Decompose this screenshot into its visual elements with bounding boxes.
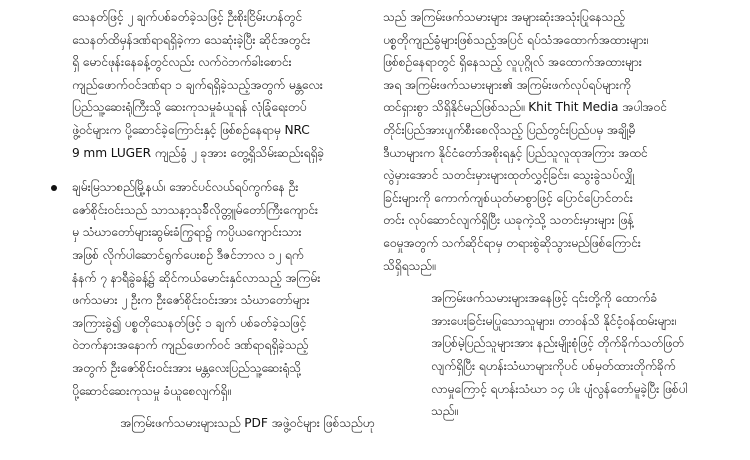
text-line: ဖွဲ့ဝင်များက ပို့ဆောင်ခဲ့ကြောင်းနှင့် ဖြစ်စဉ်နေရာမှ NRC bbox=[72, 122, 310, 137]
text-line: အတွက် ဦးဇော်စိုင်းဝင်းအား မန္တလေးပြည်သူ့ဆေးရုံသို့ bbox=[72, 360, 301, 375]
text-line: လွဲမှားအောင် သတင်းမှားများထုတ်လွှင့်ခြင်း၊ သွေးခွဲသပ်လျှို bbox=[383, 168, 635, 183]
text-line: လျက်ရှိပြီး ရဟန်းသံဃာများကိုပင် ပစ်မှတ်ထားတိုက်ခိုက် bbox=[431, 358, 676, 373]
text-line: သည် အကြမ်းဖက်သမားများ အများဆုံးအသုံးပြုနေသည့် bbox=[383, 10, 625, 24]
bullet-text bbox=[72, 176, 372, 402]
bullet-icon bbox=[51, 185, 57, 191]
text-line: သိရှိရသည်။ bbox=[383, 258, 436, 273]
text-line: သေနတ်ထိမှန်ဒဏ်ရာရရှိခဲ့ကာ သေဆုံးခဲ့ပြီး ဆိုင်အတွင်း bbox=[72, 32, 311, 47]
text-line: သည်။ bbox=[431, 404, 458, 419]
text-line: ချမ်းမြသာစည်မြို့နယ်၊ အောင်ပင်လယ်ရပ်ကွက်နေ ဦး bbox=[72, 180, 299, 195]
bullet-item-monastery-shooting bbox=[72, 176, 372, 402]
text-line: မှ သံဃာတော်များဆွမ်းခံကြွရာ၌ ကပ္ပိယကျောင်းသား bbox=[72, 225, 302, 240]
left-column bbox=[72, 6, 375, 435]
paragraph-monks-killed bbox=[383, 287, 690, 423]
text-line: ကျည်ဖောက်ဝင်ဒဏ်ရာ ၁ ချက်ရရှိခဲ့သည့်အတွက် မန္တလေး bbox=[72, 77, 323, 92]
text-line: အရ အကြမ်းဖက်သမားများ၏ အကြမ်းဖက်လုပ်ရပ်များကို bbox=[383, 77, 631, 92]
text-line: ခြင်းများကို ကောက်ကျစ်ယုတ်မာစွာဖြင့် ပြောင်ပြောင်တင်း bbox=[383, 190, 633, 205]
text-line: 9 mm LUGER ကျည်ခွံ ၂ ခုအား တွေ့ရှိသိမ်းဆည်းရရှိခဲ့ bbox=[72, 145, 325, 160]
text-line: နံနက် ၇ နာရီခွဲခန့်၌ ဆိုင်ကယ်မောင်းနှင်လာသည့် အကြမ်း bbox=[72, 270, 321, 285]
text-line: ထင်ရှားစွာ သိရှိနိုင်မည်ဖြစ်သည်။ Khit Thit Media အပါအဝင် bbox=[383, 100, 667, 115]
text-line: ပြည်သူ့ဆေးရုံကြီးသို့ ဆေးကုသမှုခံယူရန် လုံခြုံရေးတပ် bbox=[72, 100, 307, 115]
text-line: ဝေမှုအတွက် သက်ဆိုင်ရာမှ တရားစွဲဆိုသွားမည်ဖြစ်ကြောင်း bbox=[383, 235, 641, 250]
text-line: ရှိ မောင်ဖုန်းနေခန့်တွင်လည်း လက်ဝဲဘက်ခါးစောင်း bbox=[72, 55, 292, 70]
paragraph-pdf-shooting bbox=[72, 6, 372, 164]
text-line: ဖြစ်စဉ်နေရာတွင် ရှိနေသည့် လူပုဂ္ဂိုလ် အထောက်အထားများ bbox=[383, 55, 642, 70]
text-line: ဝဲဘက်နားအနောက် ကျည်ဖောက်ဝင် ဒဏ်ရာရရှိခဲ့သည့် bbox=[72, 338, 309, 353]
right-column bbox=[383, 6, 690, 423]
text-line: သေနတ်ဖြင့် ၂ ချက်ပစ်ခတ်ခဲ့သဖြင့် ဦးစိုးငြိမ်းဟန်တွင် bbox=[72, 10, 302, 24]
text-line: အကြားခွဲ၍ ပစ္စတိုသေနတ်ဖြင့် ၁ ချက် ပစ်ခတ်ခဲ့သဖြင့် bbox=[72, 315, 307, 330]
text-line: ပို့ဆောင်ဆေးကုသမှု ခံယူစေလျက်ရှိ။ bbox=[72, 383, 231, 398]
text-line: ဇော်စိုင်းဝင်းသည် သာသနာ့သုခ်ိလိုတ္တူမ်တော်ကြီးကျောင်း bbox=[72, 202, 318, 217]
text-line: တင်း လုပ်ဆောင်လျက်ရှိပြီး ယခုကဲ့သို့ သတင်းမှားများ ဖြန့် bbox=[383, 213, 634, 228]
text-line: တိုင်းပြည်အားပျက်စီးစေလိုသည့် ပြည်တွင်းပြည်ပမှ အချို့မီ bbox=[383, 122, 636, 137]
text-line: အားပေးခြင်းမပြုသောသူများ၊ တာဝန်သိ နိုင်ငံ့ဝန်ထမ်းများ၊ bbox=[431, 313, 677, 328]
text-line: လာမှုကြောင့် ရဟန်းသံဃာ ၁၄ ပါး ပျံလွန်တော်မူခဲ့ပြီး ဖြစ်ပါ bbox=[431, 381, 688, 396]
text-line: အပြစ်မဲ့ပြည်သူများအား နည်းမျိုးစုံဖြင့် တိုက်ခိုက်သတ်ဖြတ် bbox=[431, 336, 684, 351]
paragraph-cut-off bbox=[72, 412, 375, 435]
paragraph-khit-thit-media bbox=[383, 6, 690, 277]
text-line: ပစ္စတိုကျည်ခွံများဖြစ်သည့်အပြင် ရပ်သံအထောက်အထားများ၊ bbox=[383, 32, 649, 47]
text-line: ဒီယာများက နိုင်ငံတော်အစိုးရနှင့် ပြည်သူလူထုအကြား အထင် bbox=[383, 145, 648, 160]
text-line: ဖက်သမား ၂ ဦးက ဦးဇော်စိုင်းဝင်းအား သံဃာတော်များ bbox=[72, 293, 310, 308]
text-line: အဖြစ် လိုက်ပါဆောင်ရွက်ပေးစဉ် ဒီဇင်ဘာလ ၁၂ ရက် bbox=[72, 247, 304, 262]
text-line: အကြမ်းဖက်သမားများအနေဖြင့် ၎င်းတို့ကို ထောက်ခံ bbox=[431, 291, 658, 306]
text-line: အကြမ်းဖက်သမားများသည် PDF အဖွဲ့ဝင်များ ဖြစ်သည်ဟု bbox=[120, 416, 375, 431]
